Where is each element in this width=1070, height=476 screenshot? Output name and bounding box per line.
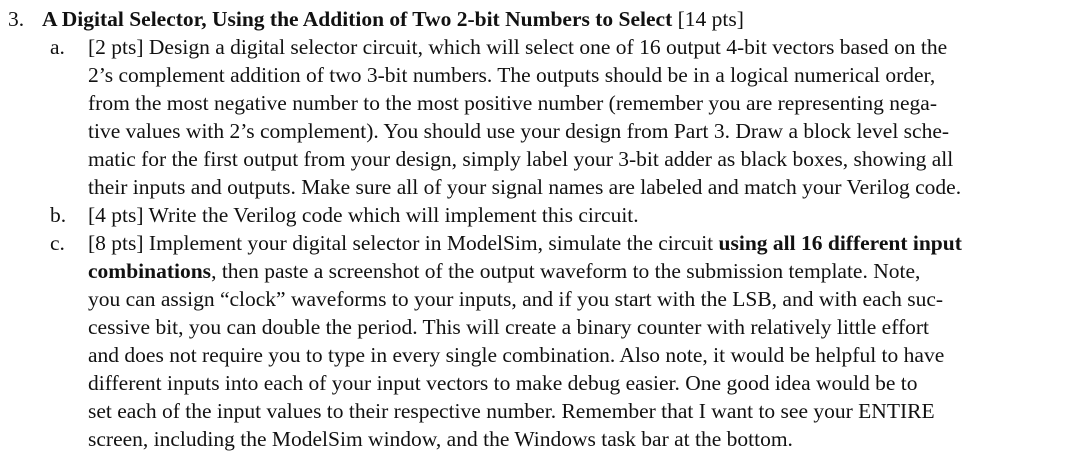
question-title-text: A Digital Selector, Using the Addition of Two 2-bit Numbers to Select bbox=[42, 7, 673, 31]
part-a-line: their inputs and outputs. Make sure all of your signal names are labeled and match your Verilog code. bbox=[88, 175, 962, 199]
part-a-line: tive values with 2’s complement). You should use your design from Part 3. Draw a block level sche- bbox=[88, 119, 950, 143]
part-b-line: [4 pts] Write the Verilog code which will implement this circuit. bbox=[88, 203, 639, 227]
part-c-line: set each of the input values to their respective number. Remember that I want to see your ENTIRE bbox=[88, 399, 935, 423]
part-a-marker: a. bbox=[50, 35, 65, 59]
question-number: 3. bbox=[8, 7, 25, 31]
question-title bbox=[42, 6, 744, 33]
part-c-line-1 bbox=[88, 230, 962, 257]
part-c-line: cessive bit, you can double the period. This will create a binary counter with relatively little effort bbox=[88, 315, 930, 339]
part-c-line-2-plain: , then paste a screenshot of the output waveform to the submission template. Note, bbox=[211, 259, 921, 283]
question-points: [14 pts] bbox=[677, 7, 744, 31]
part-c-line: screen, including the ModelSim window, and the Windows task bar at the bottom. bbox=[88, 427, 793, 451]
part-c-line-1-bold: using all 16 different input bbox=[718, 231, 962, 255]
part-c-line: different inputs into each of your input vectors to make debug easier. One good idea would be to bbox=[88, 371, 918, 395]
part-a-line: matic for the first output from your design, simply label your 3-bit adder as black boxes, showing all bbox=[88, 147, 954, 171]
part-a-line: [2 pts] Design a digital selector circuit, which will select one of 16 output 4-bit vectors based on the bbox=[88, 35, 948, 59]
part-c-line-2-bold: combinations bbox=[88, 259, 212, 283]
part-b-marker: b. bbox=[50, 203, 67, 227]
part-c-line: and does not require you to type in every single combination. Also note, it would be helpful to have bbox=[88, 343, 945, 367]
part-c-line: you can assign “clock” waveforms to your inputs, and if you start with the LSB, and with each suc- bbox=[88, 287, 944, 311]
part-c-line-2 bbox=[88, 258, 920, 285]
part-a-line: from the most negative number to the most positive number (remember you are representing nega- bbox=[88, 91, 937, 115]
part-c-marker: c. bbox=[50, 231, 65, 255]
part-a-line: 2’s complement addition of two 3-bit numbers. The outputs should be in a logical numerical order, bbox=[88, 63, 936, 87]
part-c-line-1-plain: [8 pts] Implement your digital selector in ModelSim, simulate the circuit bbox=[88, 231, 719, 255]
